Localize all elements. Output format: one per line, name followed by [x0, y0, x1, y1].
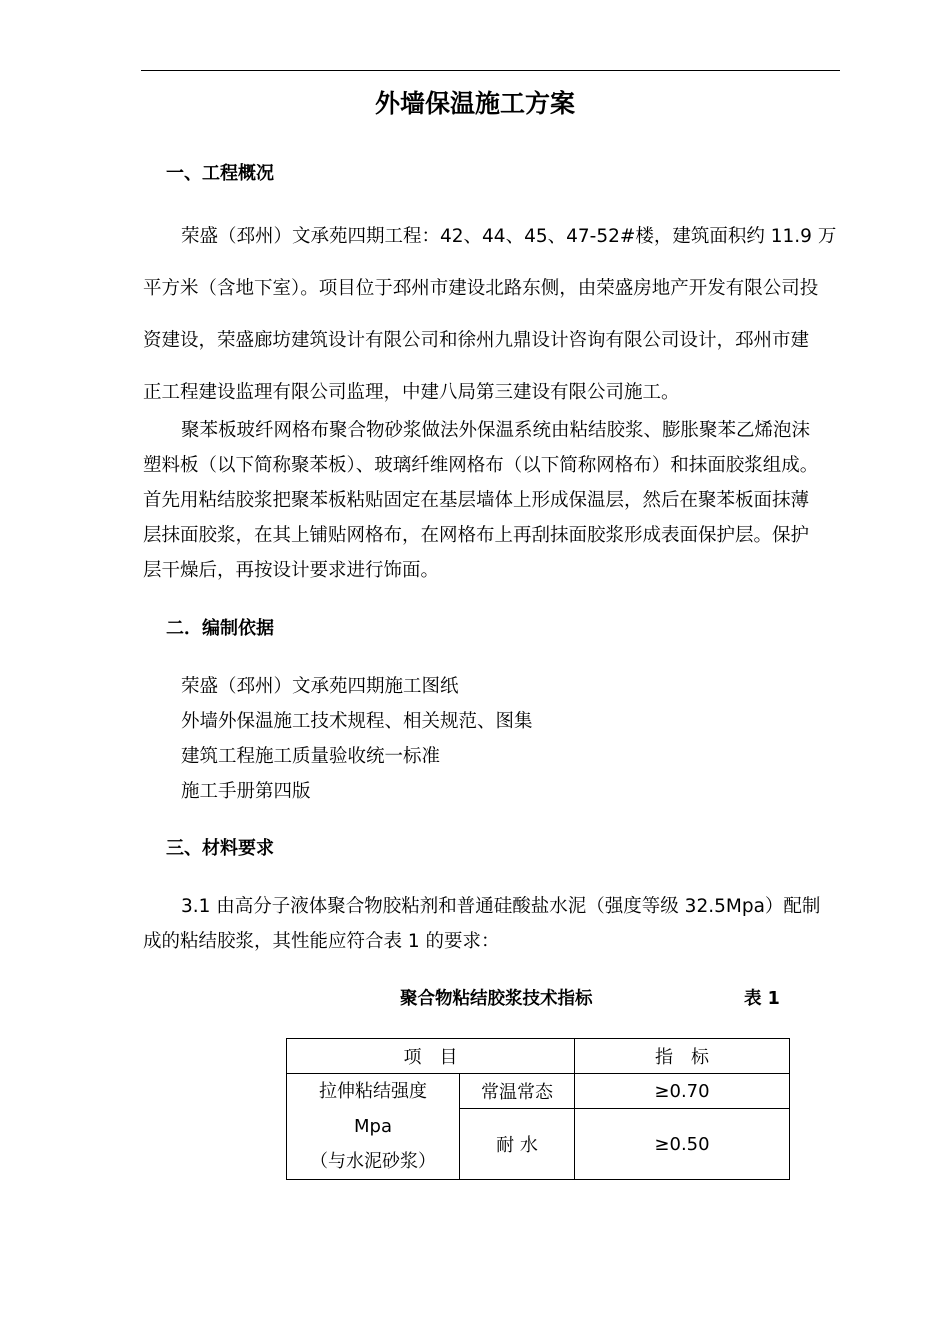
section1-heading: 一、工程概况 — [166, 163, 274, 184]
spec-table — [286, 1038, 790, 1180]
table-caption-title: 聚合物粘结胶浆技术指标 — [400, 989, 593, 1009]
value-cell: ≥0.50 — [575, 1109, 790, 1180]
row-label-line: 拉伸粘结强度 — [319, 1081, 427, 1102]
paragraph-line: 层干燥后，再按设计要求进行饰面。 — [143, 560, 440, 581]
condition-cell: 耐 水 — [460, 1109, 575, 1180]
table-header-row — [287, 1039, 790, 1074]
value-cell: ≥0.70 — [575, 1074, 790, 1109]
row-label-line: （与水泥砂浆） — [310, 1151, 436, 1172]
paragraph-line: 成的粘结胶浆，其性能应符合表 1 的要求： — [143, 931, 500, 952]
paragraph-line: 聚苯板玻纤网格布聚合物砂浆做法外保温系统由粘结胶浆、膨胀聚苯乙烯泡沫 — [181, 420, 811, 441]
paragraph-line: 正工程建设监理有限公司监理，中建八局第三建设有限公司施工。 — [143, 382, 680, 403]
paragraph-line: 塑料板（以下简称聚苯板）、玻璃纤维网格布（以下简称网格布）和抹面胶浆组成。 — [143, 455, 819, 476]
paragraph-line: 荣盛（邳州）文承苑四期工程：42、44、45、47-52#楼，建筑面积约 11.9 万 — [181, 226, 837, 247]
paragraph-line: 首先用粘结胶浆把聚苯板粘贴固定在基层墙体上形成保温层，然后在聚苯板面抹薄 — [143, 490, 810, 511]
section3-heading: 三、材料要求 — [166, 838, 274, 859]
document-title: 外墙保温施工方案 — [374, 89, 575, 118]
paragraph-line: 资建设，荣盛廊坊建筑设计有限公司和徐州九鼎设计咨询有限公司设计，邳州市建 — [143, 330, 810, 351]
section1-paragraph1 — [143, 211, 836, 419]
table-row — [287, 1074, 790, 1109]
list-item: 外墙外保温施工技术规程、相关规范、图集 — [181, 711, 533, 732]
list-item: 施工手册第四版 — [181, 781, 311, 802]
section3-paragraph — [143, 889, 820, 959]
list-item: 建筑工程施工质量验收统一标准 — [181, 746, 441, 767]
table-number: 表 1 — [744, 989, 780, 1009]
basis-list — [181, 669, 533, 809]
section2-heading: 二．编制依据 — [166, 618, 274, 639]
row-label-cell — [287, 1074, 460, 1180]
section1-paragraph2 — [143, 413, 818, 588]
table-caption — [0, 985, 950, 1013]
header-item-cell: 项 目 — [287, 1039, 575, 1074]
condition-cell: 常温常态 — [460, 1074, 575, 1109]
row-label-line: Mpa — [354, 1116, 392, 1137]
list-item: 荣盛（邳州）文承苑四期施工图纸 — [181, 676, 459, 697]
header-index-cell: 指 标 — [575, 1039, 790, 1074]
paragraph-line: 平方米（含地下室）。项目位于邳州市建设北路东侧，由荣盛房地产开发有限公司投 — [143, 278, 819, 299]
paragraph-line: 3.1 由高分子液体聚合物胶粘剂和普通硅酸盐水泥（强度等级 32.5Mpa）配制 — [181, 896, 821, 917]
top-rule — [141, 70, 840, 71]
paragraph-line: 层抹面胶浆，在其上铺贴网格布，在网格布上再刮抹面胶浆形成表面保护层。保护 — [143, 525, 810, 546]
